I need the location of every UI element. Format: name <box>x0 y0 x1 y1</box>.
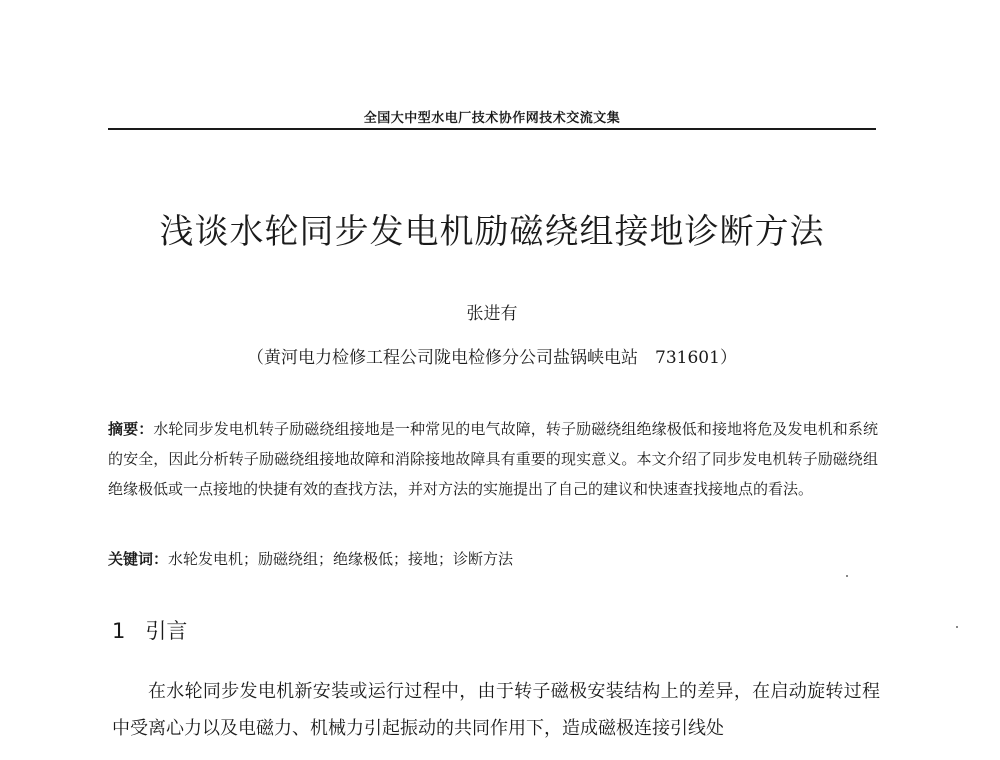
abstract <box>108 414 878 504</box>
section-heading <box>112 615 187 645</box>
section-title: 引言 <box>145 619 188 643</box>
section-number: 1 <box>112 619 126 643</box>
body-paragraph: 在水轮同步发电机新安装或运行过程中，由于转子磁极安装结构上的差异，在启动旋转过程中受离心力以及电磁力、机械力引起振动的共同作用下，造成磁极连接引线处 <box>112 681 880 739</box>
header-rule <box>108 128 876 130</box>
author-affiliation: （黄河电力检修工程公司陇电检修分公司盐锅峡电站 731601） <box>247 348 737 368</box>
abstract-label: 摘要： <box>108 420 154 438</box>
scan-speck <box>956 626 958 628</box>
author-name: 张进有 <box>466 304 518 324</box>
paper-title: 浅谈水轮同步发电机励磁绕组接地诊断方法 <box>159 212 825 252</box>
keywords <box>108 544 878 574</box>
abstract-text: 水轮同步发电机转子励磁绕组接地是一种常见的电气故障，转子励磁绕组绝缘极低和接地将危及发电机和系统的安全，因此分析转子励磁绕组接地故障和消除接地故障具有重要的现实意义。本文介绍了同步发电机转子励磁绕组绝缘极低或一点接地的快捷有效的查找方法，并对方法的实施提出了自己的建议和快速查找接地点的看法。 <box>108 420 878 498</box>
scan-speck <box>846 575 848 577</box>
keywords-label: 关键词： <box>108 550 169 568</box>
running-header: 全国大中型水电厂技术协作网技术交流文集 <box>363 111 621 126</box>
keywords-text: 水轮发电机；励磁绕组；绝缘极低；接地；诊断方法 <box>168 550 514 568</box>
